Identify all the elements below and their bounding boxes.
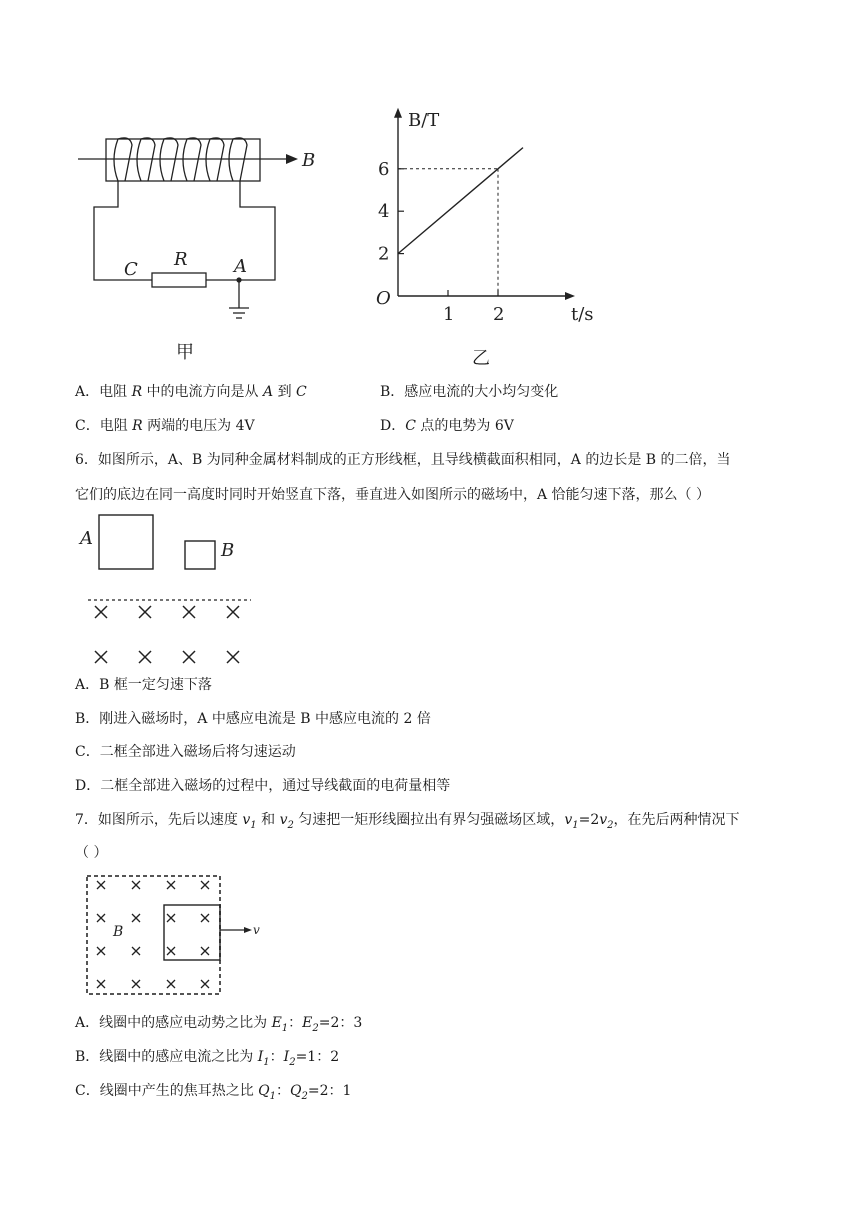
point-a-label: A <box>234 256 247 277</box>
figure-jia-circuit <box>70 125 330 335</box>
q7-option-c: C．线圈中产生的焦耳热之比 $Q_1$：$Q_2=2$：1 <box>75 1083 352 1102</box>
velocity-arrowhead-icon <box>244 927 252 933</box>
q7-figure <box>82 872 282 1000</box>
resistor-label: R <box>174 249 188 270</box>
magnetic-field-cross-icons <box>95 606 239 663</box>
q6-option-a: A．B 框一定匀速下落 <box>75 677 212 693</box>
ground-symbol-icon <box>229 308 249 318</box>
q6-option-b: B．刚进入磁场时，A 中感应电流是 B 中感应电流的 2 倍 <box>75 711 431 727</box>
origin-label: O <box>376 288 391 309</box>
q6-stem-line2: 它们的底边在同一高度时同时开始竖直下落，垂直进入如图所示的磁场中，A 恰能匀速下落，那么（ ） <box>75 487 711 503</box>
frame-a <box>99 515 153 569</box>
figure-jia-caption: 甲 <box>176 342 194 363</box>
figure-yi-caption: 乙 <box>472 348 490 369</box>
q5-option-c: C．电阻 R 两端的电压为 4V <box>75 418 255 434</box>
x-tick-label: 2 <box>493 304 505 325</box>
y-tick-label: 2 <box>378 243 390 265</box>
figure-yi-chart <box>360 109 594 325</box>
y-axis-arrow-icon <box>394 108 402 118</box>
q5-option-b: B．感应电流的大小均匀变化 <box>380 384 559 400</box>
y-tick-label: 6 <box>378 158 390 180</box>
q6-stem-line1: 6．如图所示，A、B 为同种金属材料制成的正方形线框，且导线横截面积相同，A 的边长是 B 的二倍，当 <box>75 452 731 468</box>
field-b-label: B <box>113 924 124 940</box>
q7-option-a: A．线圈中的感应电动势之比为 $E_1$：$E_2=2$：3 <box>75 1015 363 1034</box>
frame-a-label: A <box>80 528 93 549</box>
x-axis-label: t/s <box>571 304 594 325</box>
field-region-boundary <box>87 876 220 994</box>
q5-option-d: D．C 点的电势为 6V <box>380 418 514 434</box>
circuit-wire <box>94 181 152 280</box>
b-field-arrowhead <box>286 154 298 164</box>
resistor <box>152 273 206 287</box>
velocity-label: v <box>253 923 260 937</box>
q6-option-d: D．二框全部进入磁场的过程中，通过导线截面的电荷量相等 <box>75 778 451 794</box>
y-tick-label: 4 <box>378 201 390 223</box>
q6-figure <box>75 508 275 673</box>
y-axis-label: B/T <box>408 109 440 131</box>
x-tick-label: 1 <box>443 304 455 325</box>
b-field-label: B <box>302 150 316 171</box>
series-line-b-vs-t <box>398 148 523 254</box>
x-axis-arrow-icon <box>565 292 575 300</box>
q5-option-a: A．电阻 R 中的电流方向是从 A 到 C <box>75 384 307 400</box>
point-c-label: C <box>124 259 138 280</box>
q7-stem-line1: 7．如图所示，先后以速度 $v_1$ 和 $v_2$ 匀速把一矩形线圈拉出有界匀强磁场区域，$v_1=2v_2$，在先后两种情况下 <box>75 812 740 831</box>
frame-b <box>185 541 215 569</box>
frame-b-label: B <box>221 540 235 561</box>
q7-stem-line2: （ ） <box>75 845 108 861</box>
q7-option-b: B．线圈中的感应电流之比为 $I_1$：$I_2=1$：2 <box>75 1049 340 1068</box>
q6-option-c: C．二框全部进入磁场后将匀速运动 <box>75 744 296 760</box>
